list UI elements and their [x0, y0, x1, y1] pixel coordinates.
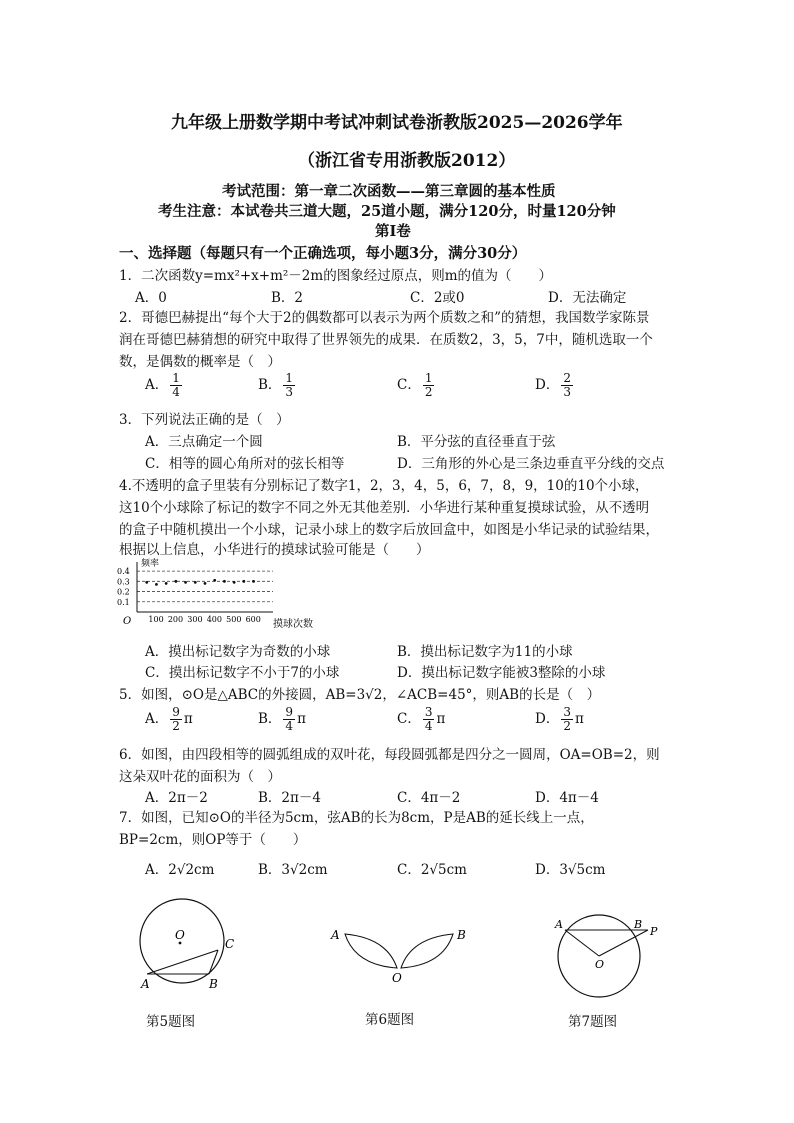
- fig5-label-o: O: [175, 928, 185, 942]
- chart-point: [194, 581, 197, 584]
- fig7-label-b: B: [634, 918, 643, 931]
- fig5-caption: 第5题图: [146, 1014, 196, 1030]
- fig5-line-ac: [147, 950, 218, 974]
- figure-5: [130, 896, 245, 996]
- fig6-leaf-left: [345, 934, 397, 968]
- q1-option-d: D．无法确定: [548, 290, 627, 306]
- chart-x-tick-label: 400: [206, 615, 222, 624]
- q3-stem: 3．下列说法正确的是（ ）: [119, 412, 290, 428]
- chart-grid: [137, 571, 273, 602]
- q1-stem: 1．二次函数y=mx²+x+m²－2m的图象经过原点，则m的值为（ ）: [119, 268, 552, 284]
- fig7-label-a: A: [555, 918, 563, 931]
- fig7-label-p: P: [650, 925, 658, 938]
- chart-x-tick-label: 200: [167, 615, 184, 624]
- q2-option-b: B． $\frac{1}{3}$: [258, 371, 294, 399]
- q2-line3: 数，是偶数的概率是（ ）: [119, 354, 281, 370]
- q4-option-a: A．摸出标记数字为奇数的小球: [145, 644, 331, 660]
- q2-option-d: D． $\frac{2}{3}$: [535, 371, 571, 399]
- chart-point: [145, 581, 148, 584]
- chart-point: [165, 582, 168, 585]
- q4-option-b: B．摸出标记数字为11的小球: [397, 644, 573, 660]
- chart-point: [155, 583, 158, 586]
- fig7-label-o: O: [595, 958, 605, 971]
- page-subtitle: （浙江省专用浙教版2012）: [298, 151, 516, 171]
- fig6-leaf-right: [401, 934, 453, 968]
- q2-line1: 2．哥德巴赫提出“每个大于2的偶数都可以表示为两个质数之和”的猜想，我国数学家陈景: [119, 310, 650, 326]
- chart-point: [184, 581, 187, 584]
- volume-label: 第I卷: [375, 223, 411, 240]
- figure-6: [325, 920, 475, 985]
- q6-option-a: A．2π－2: [145, 790, 208, 806]
- q1-option-b: B．2: [271, 290, 304, 306]
- exam-notice: 考生注意：本试卷共三道大题，25道小题，满分120分，时量120分钟: [158, 203, 616, 220]
- chart-ticks: [117, 567, 261, 624]
- fig7-caption: 第7题图: [568, 1014, 618, 1030]
- chart-y-tick-label: 0.2: [117, 587, 130, 597]
- q5-stem: 5．如图，⊙O是△ABC的外接圆，AB=3√2，∠ACB=45°，则AB的长是（ ）: [119, 687, 601, 703]
- chart-y-tick-label: 0.3: [117, 577, 130, 587]
- q5-option-c: C． $\frac{3}{4}$ π: [397, 705, 446, 733]
- fig6-label-b: B: [457, 928, 466, 942]
- q3-option-a: A．三点确定一个圆: [145, 434, 263, 450]
- chart-x-tick-label: 300: [187, 615, 203, 624]
- q4-option-c: C．摸出标记数字不小于7的小球: [145, 665, 340, 681]
- fig7-line-op: [599, 930, 648, 956]
- q3-option-d: D．三角形的外心是三条边垂直平分线的交点: [397, 456, 665, 472]
- q1-option-c: C．2或0: [410, 290, 465, 306]
- chart-point: [252, 580, 255, 583]
- chart-point: [204, 582, 207, 585]
- fig6-label-a: A: [331, 928, 340, 942]
- fig5-center-dot: [179, 942, 182, 945]
- chart-axes: [137, 562, 273, 612]
- chart-xlabel: 摸球次数: [273, 619, 313, 630]
- q6-line2: 这朵双叶花的面积为（ ）: [119, 769, 281, 785]
- q1-option-a: A．0: [135, 290, 167, 306]
- q6-option-d: D．4π－4: [535, 790, 599, 806]
- q7-line1: 7．如图，已知⊙O的半径为5cm，弦AB的长为8cm，P是AB的延长线上一点，: [119, 810, 594, 826]
- q7-option-c: C．2√5cm: [397, 862, 467, 878]
- q2-option-c: C． $\frac{1}{2}$: [397, 371, 433, 399]
- q4-line3: 的盒子中随机摸出一个小球，记录小球上的数字后放回盒中，如图是小华记录的试验结果，: [119, 522, 659, 538]
- q4-line2: 这10个小球除了标记的数字不同之外无其他差别．小华进行某种重复摸球试验，从不透明: [119, 500, 650, 516]
- fig5-line-bc: [209, 950, 218, 974]
- chart-y-tick-label: 0.1: [117, 597, 130, 607]
- q7-option-a: A．2√2cm: [145, 862, 215, 878]
- q2-option-a: A． $\frac{1}{4}$: [145, 371, 180, 399]
- figure-7: [550, 908, 670, 1008]
- chart-points: [145, 579, 255, 586]
- q4-option-d: D．摸出标记数字能被3整除的小球: [397, 665, 606, 681]
- section-heading: 一、选择题（每题只有一个正确选项，每小题3分，满分30分）: [119, 245, 527, 262]
- q7-line2: BP=2cm，则OP等于（ ）: [119, 832, 307, 848]
- fig5-label-b: B: [209, 977, 218, 991]
- fig6-caption: 第6题图: [365, 1012, 415, 1028]
- chart-x-tick-label: 100: [148, 615, 164, 624]
- chart-y-tick-label: 0.4: [117, 567, 130, 577]
- q6-option-b: B．2π－4: [258, 790, 321, 806]
- chart-point: [223, 580, 226, 583]
- q3-option-b: B．平分弦的直径垂直于弦: [397, 434, 556, 450]
- chart-point: [213, 579, 216, 582]
- chart-point: [233, 581, 236, 584]
- q6-line1: 6．如图，由四段相等的圆弧组成的双叶花，每段圆弧都是四分之一圆周，OA=OB=2，则: [119, 747, 660, 763]
- q4-line1: 4.不透明的盒子里装有分别标记了数字1，2，3，4，5，6，7，8，9，10的10个小球，: [119, 478, 649, 494]
- fig6-label-o: O: [392, 971, 402, 985]
- q5-option-b: B． $\frac{9}{4}$ π: [258, 705, 306, 733]
- chart-x-tick-label: 500: [226, 615, 242, 624]
- q7-option-b: B．3√2cm: [258, 862, 328, 878]
- q7-option-d: D．3√5cm: [535, 862, 606, 878]
- chart-origin: O: [123, 616, 132, 627]
- q3-option-c: C．相等的圆心角所对的弦长相等: [145, 456, 345, 472]
- chart-point: [242, 580, 245, 583]
- fig5-label-a: A: [141, 977, 150, 991]
- fig7-line-ao: [565, 930, 599, 956]
- chart-x-tick-label: 600: [245, 615, 261, 624]
- q6-option-c: C．4π－2: [397, 790, 461, 806]
- exam-scope: 考试范围：第一章二次函数——第三章圆的基本性质: [222, 183, 556, 200]
- q2-line2: 润在哥德巴赫猜想的研究中取得了世界领先的成果．在质数2，3，5，7中，随机选取一个: [119, 332, 653, 348]
- fig5-label-c: C: [225, 937, 235, 951]
- q4-line4: 根据以上信息，小华进行的摸球试验可能是（ ）: [119, 542, 430, 558]
- chart-point: [174, 580, 177, 583]
- q5-option-d: D． $\frac{3}{2}$ π: [535, 705, 584, 733]
- chart-ylabel: 频率: [141, 559, 160, 569]
- page-title: 九年级上册数学期中考试冲刺试卷浙教版2025—2026学年: [171, 113, 623, 133]
- frequency-chart: [115, 558, 335, 630]
- q5-option-a: A． $\frac{9}{2}$ π: [145, 705, 193, 733]
